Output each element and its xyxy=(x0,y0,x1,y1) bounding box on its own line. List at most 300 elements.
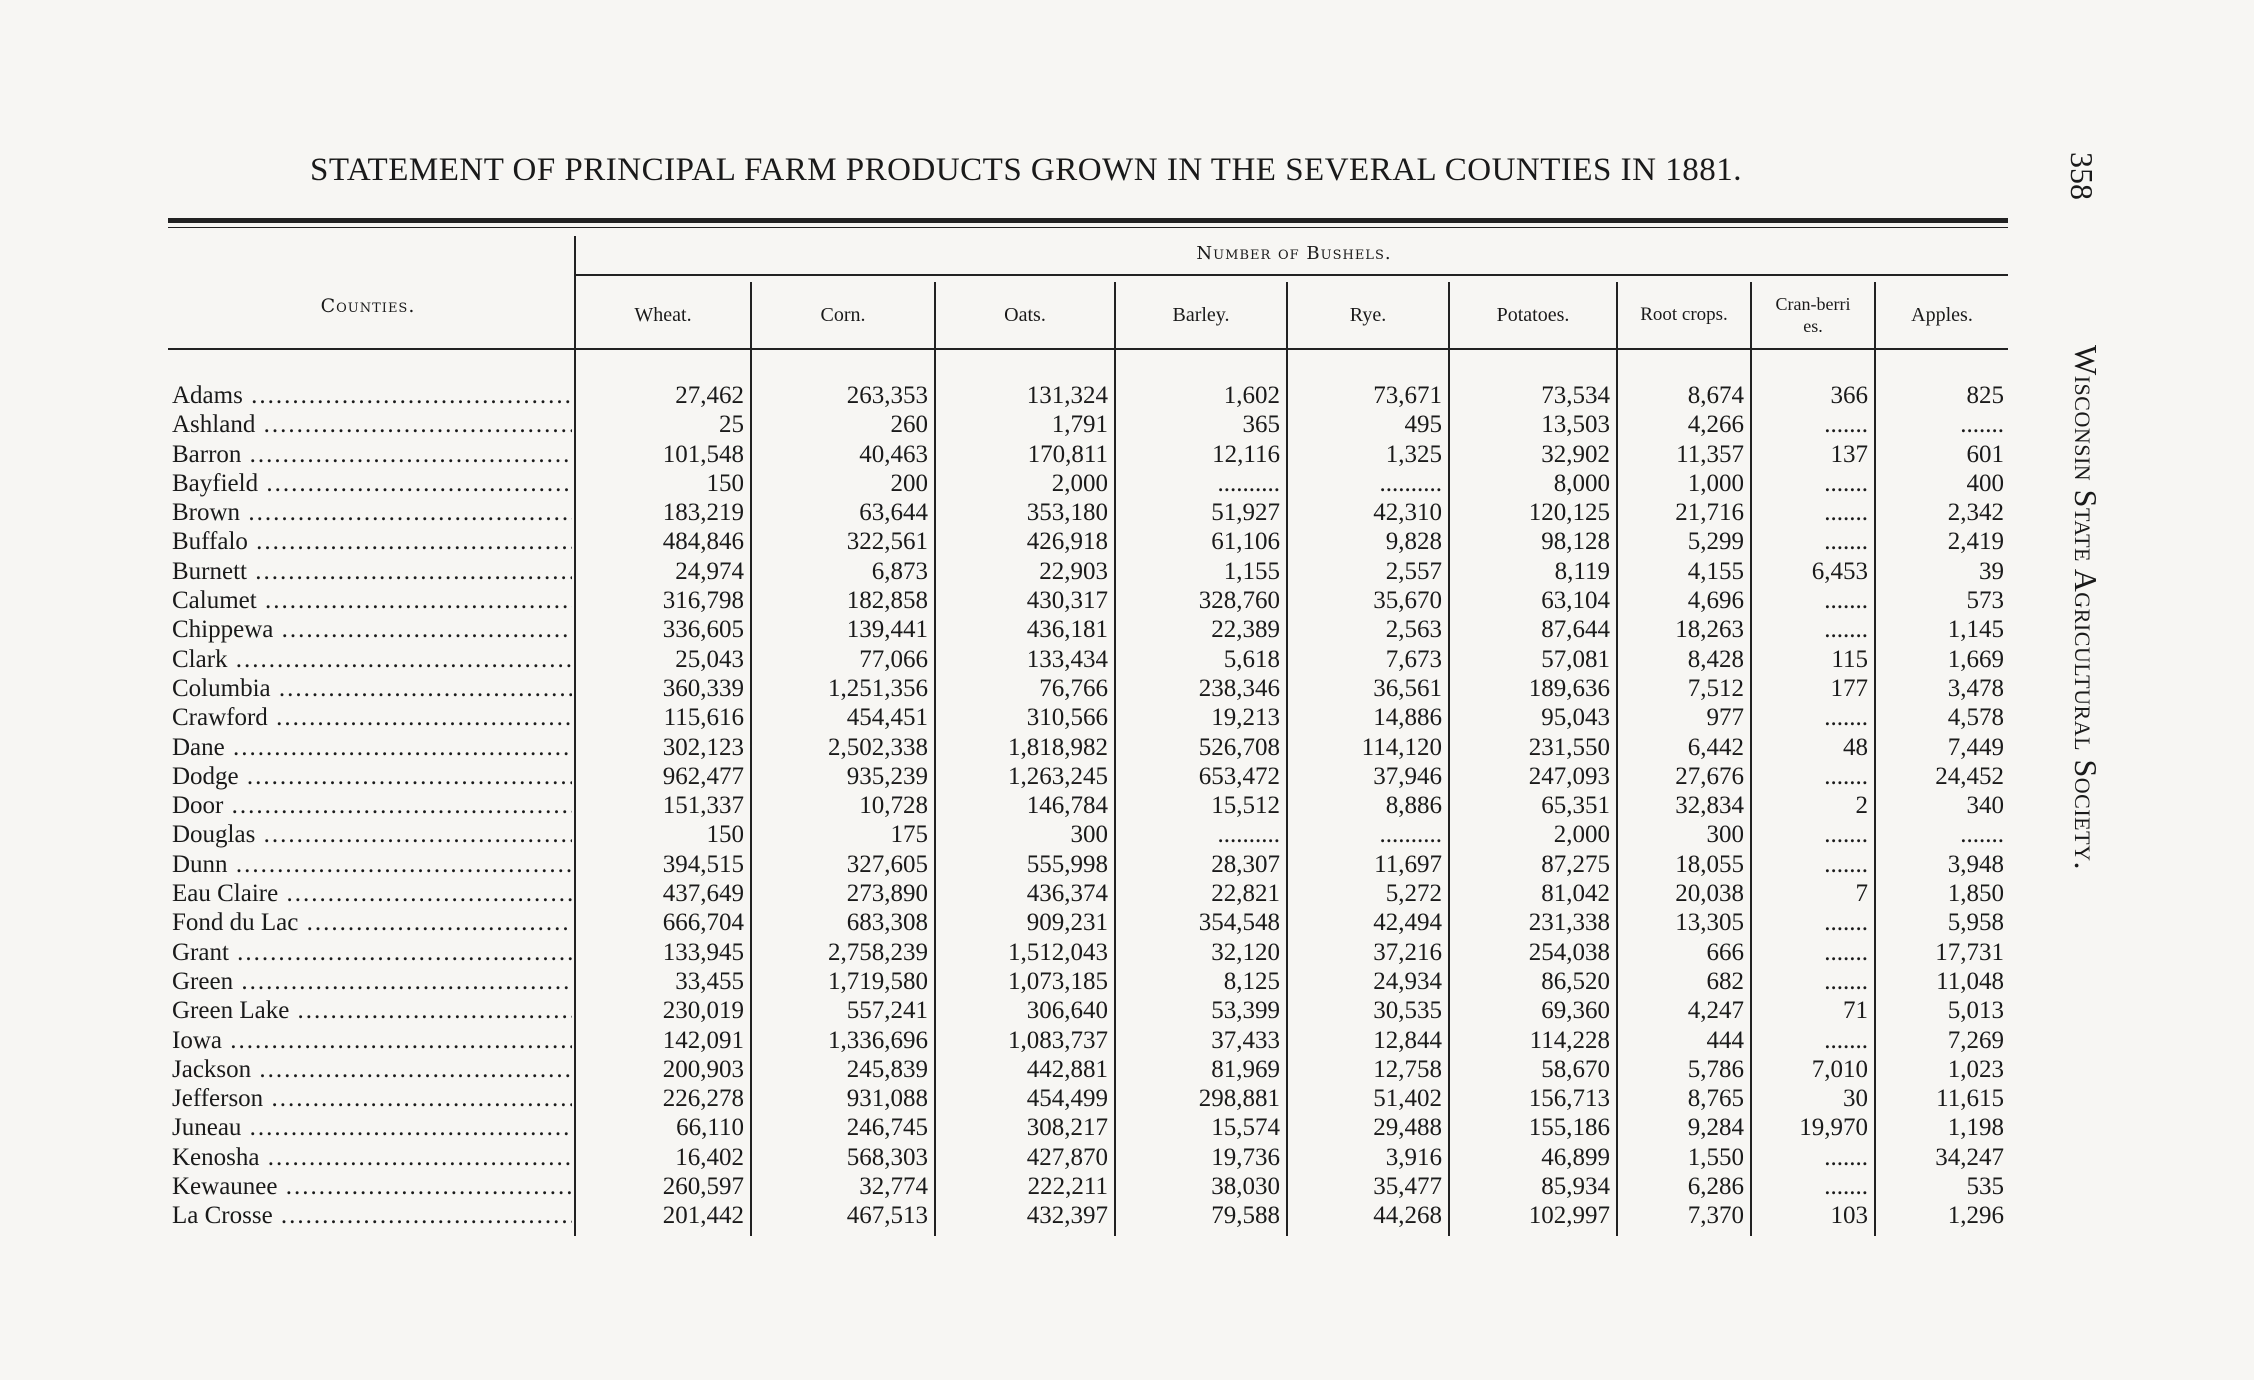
county-name: Douglas ..... xyxy=(172,820,572,849)
value-cell: ....... xyxy=(1824,1143,1868,1171)
county-name: Adams ..... xyxy=(172,381,572,410)
county-name: Fond du Lac ..... xyxy=(172,908,572,937)
value-cell: 30 xyxy=(1843,1085,1868,1113)
value-cell: ....... xyxy=(1824,821,1868,849)
table-row xyxy=(168,381,2008,410)
value-cell: 32,120 xyxy=(1211,938,1280,966)
value-cell: 133,945 xyxy=(662,938,744,966)
value-cell: 436,374 xyxy=(1026,880,1108,908)
value-cell: 8,674 xyxy=(1687,382,1744,409)
value-cell: 300 xyxy=(1706,821,1744,849)
county-name: Dane ..... xyxy=(172,733,572,762)
value-cell: 35,670 xyxy=(1373,587,1442,615)
value-cell: 2,758,239 xyxy=(828,938,928,966)
value-cell: 247,093 xyxy=(1528,762,1610,790)
value-cell: 1,000 xyxy=(1687,469,1744,497)
value-cell: 27,462 xyxy=(675,382,744,409)
table-row xyxy=(168,762,2008,791)
value-cell: 231,550 xyxy=(1528,733,1610,761)
value-cell: 8,886 xyxy=(1385,792,1442,820)
value-cell: 170,811 xyxy=(1027,440,1108,468)
value-cell: 48 xyxy=(1843,733,1868,761)
value-cell: 238,346 xyxy=(1198,674,1280,702)
value-cell: 246,745 xyxy=(846,1114,928,1142)
value-cell: ....... xyxy=(1824,616,1868,644)
value-cell: 11,615 xyxy=(1936,1085,2004,1113)
value-cell: 7,269 xyxy=(1947,1026,2004,1054)
value-cell: 666 xyxy=(1706,938,1744,966)
value-cell: 1,669 xyxy=(1947,645,2004,673)
value-cell: 79,588 xyxy=(1211,1202,1280,1230)
value-cell: 931,088 xyxy=(846,1085,928,1113)
value-cell: 20,038 xyxy=(1675,880,1744,908)
table-row xyxy=(168,850,2008,879)
col-header-barley: Barley. xyxy=(1172,304,1230,326)
value-cell: 444 xyxy=(1706,1026,1744,1054)
value-cell: 17,731 xyxy=(1935,938,2004,966)
value-cell: 71 xyxy=(1843,997,1868,1025)
value-cell: 7,673 xyxy=(1385,645,1442,673)
value-cell: 150 xyxy=(706,469,744,497)
county-name: Jefferson ..... xyxy=(172,1084,572,1113)
county-name: Jackson ..... xyxy=(172,1055,572,1084)
value-cell: 245,839 xyxy=(846,1055,928,1083)
table-row xyxy=(168,557,2008,586)
county-name: Bayfield ..... xyxy=(172,469,572,498)
value-cell: 4,155 xyxy=(1687,557,1744,585)
value-cell: 15,574 xyxy=(1211,1114,1280,1142)
value-cell: 555,998 xyxy=(1026,850,1108,878)
value-cell: 2,000 xyxy=(1553,821,1610,849)
value-cell: 11,697 xyxy=(1374,850,1442,878)
value-cell: 1,602 xyxy=(1223,382,1280,409)
value-cell: 426,918 xyxy=(1026,528,1108,556)
table-row xyxy=(168,791,2008,820)
value-cell: 322,561 xyxy=(846,528,928,556)
value-cell: 22,903 xyxy=(1039,557,1108,585)
value-cell: ....... xyxy=(1824,528,1868,556)
value-cell: ....... xyxy=(1824,1173,1868,1201)
table-row xyxy=(168,527,2008,556)
value-cell: 6,873 xyxy=(871,557,928,585)
value-cell: 2,502,338 xyxy=(828,733,928,761)
value-cell: 114,120 xyxy=(1361,733,1442,761)
value-cell: 484,846 xyxy=(662,528,744,556)
value-cell: 302,123 xyxy=(662,733,744,761)
value-cell: 146,784 xyxy=(1026,792,1108,820)
value-cell: 909,231 xyxy=(1026,909,1108,937)
county-name: Brown ..... xyxy=(172,498,572,527)
value-cell: 201,442 xyxy=(662,1202,744,1230)
value-cell: 14,886 xyxy=(1373,704,1442,732)
county-name: Dunn ..... xyxy=(172,850,572,879)
value-cell: 21,716 xyxy=(1675,499,1744,527)
value-cell: 354,548 xyxy=(1198,909,1280,937)
col-header-potatoes: Potatoes. xyxy=(1496,304,1570,326)
value-cell: 1,251,356 xyxy=(828,674,928,702)
table-row xyxy=(168,1143,2008,1172)
value-cell: 4,696 xyxy=(1687,587,1744,615)
col-header-rye: Rye. xyxy=(1349,304,1387,326)
col-header-wheat: Wheat. xyxy=(634,304,692,326)
value-cell: 182,858 xyxy=(846,587,928,615)
value-cell: 683,308 xyxy=(846,909,928,937)
value-cell: 24,934 xyxy=(1373,967,1442,995)
value-cell: 200,903 xyxy=(662,1055,744,1083)
value-cell: 87,644 xyxy=(1541,616,1610,644)
value-cell: 230,019 xyxy=(662,997,744,1025)
table-row xyxy=(168,938,2008,967)
value-cell: 535 xyxy=(1966,1173,2004,1201)
value-cell: 44,268 xyxy=(1373,1202,1442,1230)
value-cell: 666,704 xyxy=(662,909,744,937)
table-row xyxy=(168,1172,2008,1201)
table-row xyxy=(168,440,2008,469)
table-row xyxy=(168,674,2008,703)
county-name: Juneau ..... xyxy=(172,1113,572,1142)
value-cell: 33,455 xyxy=(675,967,744,995)
value-cell: 200 xyxy=(890,469,928,497)
table-row xyxy=(168,1113,2008,1142)
county-name: Kenosha ..... xyxy=(172,1143,572,1172)
value-cell: 35,477 xyxy=(1373,1173,1442,1201)
table-row xyxy=(168,967,2008,996)
value-cell: 568,303 xyxy=(846,1143,928,1171)
group-header: Number of Bushels. xyxy=(1196,243,1392,264)
county-name: Columbia ..... xyxy=(172,674,572,703)
value-cell: 1,336,696 xyxy=(828,1026,928,1054)
value-cell: 7,370 xyxy=(1687,1202,1744,1230)
value-cell: 13,503 xyxy=(1541,411,1610,439)
value-cell: 65,351 xyxy=(1541,792,1610,820)
value-cell: 3,948 xyxy=(1947,850,2004,878)
value-cell: 394,515 xyxy=(662,850,744,878)
title-rule xyxy=(168,218,2008,223)
value-cell: 115 xyxy=(1831,645,1868,673)
county-name: Iowa ..... xyxy=(172,1026,572,1055)
value-cell: 254,038 xyxy=(1528,938,1610,966)
value-cell: 24,974 xyxy=(675,557,744,585)
value-cell: 85,934 xyxy=(1541,1173,1610,1201)
value-cell: 46,899 xyxy=(1541,1143,1610,1171)
table-row xyxy=(168,498,2008,527)
value-cell: 29,488 xyxy=(1373,1114,1442,1142)
value-cell: 57,081 xyxy=(1541,645,1610,673)
value-cell: 1,296 xyxy=(1947,1202,2004,1230)
county-name: Calumet ..... xyxy=(172,586,572,615)
value-cell: 260 xyxy=(890,411,928,439)
value-cell: 114,228 xyxy=(1529,1026,1610,1054)
col-header-apples: Apples. xyxy=(1911,304,1973,326)
value-cell: 175 xyxy=(890,821,928,849)
value-cell: 5,958 xyxy=(1947,909,2004,937)
value-cell: 526,708 xyxy=(1198,733,1280,761)
value-cell: 156,713 xyxy=(1528,1085,1610,1113)
county-name: Barron ..... xyxy=(172,440,572,469)
value-cell: 5,786 xyxy=(1687,1055,1744,1083)
value-cell: 1,198 xyxy=(1947,1114,2004,1142)
value-cell: 308,217 xyxy=(1026,1114,1108,1142)
value-cell: 328,760 xyxy=(1198,587,1280,615)
value-cell: 2,419 xyxy=(1947,528,2004,556)
value-cell: 19,213 xyxy=(1211,704,1280,732)
value-cell: 12,758 xyxy=(1373,1055,1442,1083)
value-cell: 5,618 xyxy=(1223,645,1280,673)
table-row xyxy=(168,410,2008,439)
page-title: STATEMENT OF PRINCIPAL FARM PRODUCTS GROWN IN THE SEVERAL COUNTIES IN 1881. xyxy=(310,152,1742,188)
value-cell: 42,494 xyxy=(1373,909,1442,937)
value-cell: 15,512 xyxy=(1211,792,1280,820)
value-cell: 1,023 xyxy=(1947,1055,2004,1083)
table-row xyxy=(168,1055,2008,1084)
county-name: Crawford ..... xyxy=(172,703,572,732)
value-cell: 226,278 xyxy=(662,1085,744,1113)
value-cell: 19,736 xyxy=(1211,1143,1280,1171)
value-cell: 1,719,580 xyxy=(828,967,928,995)
value-cell: 4,247 xyxy=(1687,997,1744,1025)
value-cell: 6,286 xyxy=(1687,1173,1744,1201)
value-cell: 95,043 xyxy=(1541,704,1610,732)
county-name: Kewaunee ..... xyxy=(172,1172,572,1201)
value-cell: 22,821 xyxy=(1211,880,1280,908)
value-cell: 825 xyxy=(1966,382,2004,409)
value-cell: 3,916 xyxy=(1385,1143,1442,1171)
table-row xyxy=(168,996,2008,1025)
value-cell: 495 xyxy=(1404,411,1442,439)
value-cell: 12,844 xyxy=(1373,1026,1442,1054)
value-cell: 454,451 xyxy=(846,704,928,732)
value-cell: 310,566 xyxy=(1026,704,1108,732)
value-cell: 8,125 xyxy=(1223,967,1280,995)
value-cell: 1,550 xyxy=(1687,1143,1744,1171)
counties-header: Counties. xyxy=(320,295,416,317)
value-cell: .......... xyxy=(1217,469,1280,497)
value-cell: 3,478 xyxy=(1947,674,2004,702)
value-cell: 36,561 xyxy=(1373,674,1442,702)
group-header-rule xyxy=(574,274,2008,276)
value-cell: 133,434 xyxy=(1026,645,1108,673)
value-cell: 87,275 xyxy=(1541,850,1610,878)
county-name: Clark ..... xyxy=(172,645,572,674)
value-cell: 977 xyxy=(1706,704,1744,732)
value-cell: 1,818,982 xyxy=(1008,733,1108,761)
value-cell: 2,557 xyxy=(1385,557,1442,585)
value-cell: 430,317 xyxy=(1026,587,1108,615)
county-name: La Crosse ..... xyxy=(172,1201,572,1230)
table-row xyxy=(168,879,2008,908)
value-cell: ....... xyxy=(1824,1026,1868,1054)
value-cell: 177 xyxy=(1830,674,1868,702)
page-number: 358 xyxy=(2064,152,2100,200)
value-cell: 131,324 xyxy=(1026,382,1108,409)
value-cell: 37,433 xyxy=(1211,1026,1280,1054)
value-cell: 260,597 xyxy=(662,1173,744,1201)
value-cell: 61,106 xyxy=(1211,528,1280,556)
value-cell: 2,342 xyxy=(1947,499,2004,527)
value-cell: 73,534 xyxy=(1541,382,1610,409)
value-cell: ....... xyxy=(1824,499,1868,527)
value-cell: 306,640 xyxy=(1026,997,1108,1025)
value-cell: 63,104 xyxy=(1541,587,1610,615)
value-cell: 189,636 xyxy=(1528,674,1610,702)
value-cell: .......... xyxy=(1379,469,1442,497)
value-cell: 142,091 xyxy=(662,1026,744,1054)
value-cell: 76,766 xyxy=(1039,674,1108,702)
value-cell: 63,644 xyxy=(859,499,928,527)
value-cell: 366 xyxy=(1830,382,1868,409)
value-cell: 51,927 xyxy=(1211,499,1280,527)
value-cell: 365 xyxy=(1242,411,1280,439)
value-cell: 10,728 xyxy=(859,792,928,820)
value-cell: 340 xyxy=(1966,792,2004,820)
value-cell: 6,453 xyxy=(1811,557,1868,585)
value-cell: 58,670 xyxy=(1541,1055,1610,1083)
value-cell: 155,186 xyxy=(1528,1114,1610,1142)
value-cell: .......... xyxy=(1217,821,1280,849)
value-cell: 101,548 xyxy=(662,440,744,468)
value-cell: 12,116 xyxy=(1212,440,1280,468)
value-cell: 40,463 xyxy=(859,440,928,468)
table-row xyxy=(168,703,2008,732)
value-cell: 39 xyxy=(1979,557,2004,585)
value-cell: 30,535 xyxy=(1373,997,1442,1025)
value-cell: 601 xyxy=(1966,440,2004,468)
value-cell: 38,030 xyxy=(1211,1173,1280,1201)
county-name: Green ..... xyxy=(172,967,572,996)
value-cell: 7,010 xyxy=(1811,1055,1868,1083)
value-cell: 682 xyxy=(1706,967,1744,995)
county-name: Door ..... xyxy=(172,791,572,820)
value-cell: 81,042 xyxy=(1541,880,1610,908)
value-cell: 115,616 xyxy=(663,704,744,732)
table-body xyxy=(168,381,2008,1231)
table-row xyxy=(168,645,2008,674)
value-cell: 18,263 xyxy=(1675,616,1744,644)
table-row xyxy=(168,1026,2008,1055)
value-cell: 11,357 xyxy=(1676,440,1744,468)
value-cell: 1,850 xyxy=(1947,880,2004,908)
county-name: Burnett ..... xyxy=(172,557,572,586)
value-cell: 5,299 xyxy=(1687,528,1744,556)
value-cell: 5,272 xyxy=(1385,880,1442,908)
county-name: Green Lake ..... xyxy=(172,996,572,1025)
county-name: Ashland ..... xyxy=(172,410,572,439)
value-cell: 7,512 xyxy=(1687,674,1744,702)
table-row xyxy=(168,1084,2008,1113)
running-head: Wisconsin State Agricultural Society. xyxy=(2068,345,2104,870)
value-cell: ....... xyxy=(1824,411,1868,439)
value-cell: 19,970 xyxy=(1799,1114,1868,1142)
county-name: Grant ..... xyxy=(172,938,572,967)
value-cell: 1,791 xyxy=(1051,411,1108,439)
value-cell: ....... xyxy=(1960,821,2004,849)
value-cell: 962,477 xyxy=(662,762,744,790)
value-cell: 150 xyxy=(706,821,744,849)
value-cell: 1,083,737 xyxy=(1008,1026,1108,1054)
value-cell: 8,119 xyxy=(1554,557,1610,585)
value-cell: 32,834 xyxy=(1675,792,1744,820)
value-cell: 5,013 xyxy=(1947,997,2004,1025)
value-cell: 653,472 xyxy=(1198,762,1280,790)
value-cell: 16,402 xyxy=(675,1143,744,1171)
value-cell: ....... xyxy=(1824,762,1868,790)
header-bottom-rule xyxy=(168,348,2008,350)
value-cell: 28,307 xyxy=(1211,850,1280,878)
value-cell: 42,310 xyxy=(1373,499,1442,527)
value-cell: 81,969 xyxy=(1211,1055,1280,1083)
table-row xyxy=(168,586,2008,615)
value-cell: 4,578 xyxy=(1947,704,2004,732)
value-cell: 25 xyxy=(719,411,744,439)
value-cell: .......... xyxy=(1379,821,1442,849)
value-cell: 327,605 xyxy=(846,850,928,878)
farm-products-table xyxy=(168,236,2008,1236)
value-cell: 27,676 xyxy=(1675,762,1744,790)
value-cell: 263,353 xyxy=(846,382,928,409)
value-cell: 1,155 xyxy=(1223,557,1280,585)
value-cell: 183,219 xyxy=(662,499,744,527)
value-cell: 1,145 xyxy=(1947,616,2004,644)
county-name: Chippewa ..... xyxy=(172,615,572,644)
value-cell: 467,513 xyxy=(846,1202,928,1230)
county-name: Eau Claire ..... xyxy=(172,879,572,908)
value-cell: 454,499 xyxy=(1026,1085,1108,1113)
value-cell: 935,239 xyxy=(846,762,928,790)
value-cell: ....... xyxy=(1824,587,1868,615)
value-cell: ....... xyxy=(1824,704,1868,732)
value-cell: 53,399 xyxy=(1211,997,1280,1025)
value-cell: 336,605 xyxy=(662,616,744,644)
value-cell: 436,181 xyxy=(1026,616,1108,644)
table-row xyxy=(168,1201,2008,1230)
value-cell: 51,402 xyxy=(1373,1085,1442,1113)
value-cell: 7,449 xyxy=(1947,733,2004,761)
value-cell: 139,441 xyxy=(846,616,928,644)
value-cell: 86,520 xyxy=(1541,967,1610,995)
value-cell: 37,946 xyxy=(1373,762,1442,790)
value-cell: 442,881 xyxy=(1026,1055,1108,1083)
value-cell: 222,211 xyxy=(1027,1173,1108,1201)
value-cell: 400 xyxy=(1966,469,2004,497)
value-cell: 34,247 xyxy=(1935,1143,2004,1171)
value-cell: 557,241 xyxy=(846,997,928,1025)
value-cell: 37,216 xyxy=(1373,938,1442,966)
value-cell: 4,266 xyxy=(1687,411,1744,439)
value-cell: 1,325 xyxy=(1385,440,1442,468)
value-cell: ....... xyxy=(1824,909,1868,937)
value-cell: 9,284 xyxy=(1687,1114,1744,1142)
value-cell: 32,774 xyxy=(859,1173,928,1201)
value-cell: 6,442 xyxy=(1687,733,1744,761)
value-cell: 432,397 xyxy=(1026,1202,1108,1230)
table-row xyxy=(168,615,2008,644)
value-cell: 77,066 xyxy=(859,645,928,673)
value-cell: 573 xyxy=(1966,587,2004,615)
value-cell: 300 xyxy=(1070,821,1108,849)
table-row xyxy=(168,908,2008,937)
table-row xyxy=(168,820,2008,849)
value-cell: 437,649 xyxy=(662,880,744,908)
value-cell: 2 xyxy=(1855,792,1868,820)
value-cell: 231,338 xyxy=(1528,909,1610,937)
col-header-cranberries: Cran-berries. xyxy=(1775,294,1851,336)
value-cell: 151,337 xyxy=(662,792,744,820)
col-header-root-crops: Root crops. xyxy=(1640,304,1728,325)
col-header-corn: Corn. xyxy=(820,304,866,326)
value-cell: ....... xyxy=(1824,938,1868,966)
value-cell: 427,870 xyxy=(1026,1143,1108,1171)
value-cell: ....... xyxy=(1824,850,1868,878)
